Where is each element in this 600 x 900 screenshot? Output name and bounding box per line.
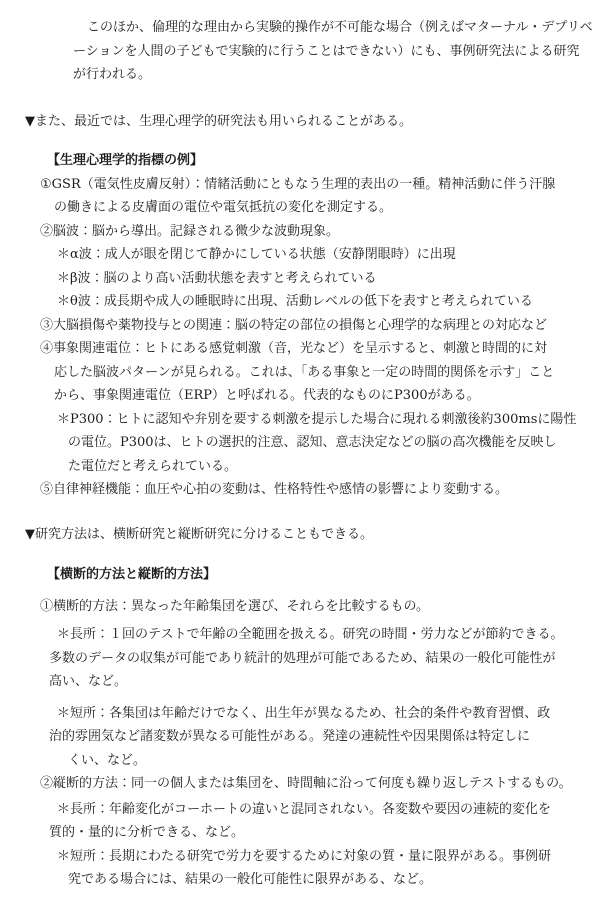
sub-beta-wave-line-1: ＊β波：脳のより高い活動状態を表すと考えられている bbox=[57, 270, 377, 286]
item-5-autonomic bbox=[0, 478, 600, 502]
sub-longitudinal-cons bbox=[0, 845, 600, 892]
item-5-autonomic-line-1: ⑤自律神経機能：血圧や心拍の変動は、性格特性や感情の影響により変動する。 bbox=[40, 482, 509, 497]
sub-cross-sectional-pros-line-1: ＊長所：１回のテストで年齢の全範囲を扱える。研究の時間・労力などが節約できる。 bbox=[57, 627, 564, 642]
intro-paragraph-line-2: ーションを人間の子どもで実験的に行うことはできない）にも、事例研究法による研究 bbox=[73, 43, 580, 59]
item-2-eeg bbox=[0, 220, 600, 244]
sub-cross-sectional-cons-line-2: 治的雰囲気など諸変数が異なる可能性がある。発達の連続性や因果関係は特定しに bbox=[49, 729, 531, 744]
heading-cross-longitudinal-line-1: 【横断的方法と縦断的方法】 bbox=[47, 567, 217, 582]
heading-physiological-indicators-line-1: 【生理心理学的指標の例】 bbox=[47, 153, 204, 168]
item-1-gsr bbox=[0, 173, 600, 220]
intro-paragraph bbox=[0, 16, 600, 87]
item-4-erp-line-2: 応した脳波パターンが見られる。これは、「ある事象と一定の時間的関係を示す」こと bbox=[54, 364, 555, 380]
item-4-erp bbox=[0, 337, 600, 408]
item-1-cross-sectional bbox=[0, 595, 600, 619]
bullet-physiological-methods-line-1: ▼また、最近では、生理心理学的研究法も用いられることがある。 bbox=[25, 113, 412, 129]
bullet-physiological-methods bbox=[0, 110, 600, 134]
sub-longitudinal-cons-line-2: 究である場合には、結果の一般化可能性に限界がある、など。 bbox=[68, 872, 433, 887]
intro-paragraph-line-3: が行われる。 bbox=[73, 67, 152, 82]
sub-p300-line-3: た電位だと考えられている。 bbox=[68, 458, 238, 474]
bullet-cross-vs-longitudinal bbox=[0, 523, 600, 547]
item-1-cross-sectional-line-1: ①横断的方法：異なった年齢集団を選び、それらを比較するもの。 bbox=[40, 598, 429, 614]
sub-longitudinal-pros-line-1: ＊長所：年齢変化がコーホートの違いと混同されない。各変数や要因の連続的変化を bbox=[57, 801, 552, 817]
heading-physiological-indicators bbox=[0, 149, 600, 173]
sub-theta-wave bbox=[0, 290, 600, 314]
item-1-gsr-line-2: の働きによる皮膚面の電位や電気抵抗の変化を測定する。 bbox=[54, 200, 393, 215]
sub-alpha-wave bbox=[0, 243, 600, 267]
sub-cross-sectional-cons bbox=[0, 702, 600, 773]
intro-paragraph-line-1: このほか、倫理的な理由から実験的操作が不可能な場合（例えばマターナル・デプリベ bbox=[87, 20, 593, 35]
item-1-gsr-line-1: ①GSR（電気性皮膚反射）：情緒活動にともなう生理的表出の一種。精神活動に伴う汗腺 bbox=[40, 176, 556, 192]
sub-longitudinal-pros-line-2: 質的・量的に分析できる、など。 bbox=[49, 825, 245, 840]
sub-p300-line-2: の電位。P300は、ヒトの選択的注意、認知、意志決定などの脳の高次機能を反映し bbox=[68, 435, 557, 450]
item-2-eeg-line-1: ②脳波：脳から導出。記録される微少な波動現象。 bbox=[40, 223, 340, 239]
sub-cross-sectional-cons-line-1: ＊短所：各集団は年齢だけでなく、出生年が異なるため、社会的条件や教育習慣、政 bbox=[57, 705, 551, 721]
item-3-brain-damage bbox=[0, 314, 600, 338]
sub-longitudinal-pros bbox=[0, 798, 600, 845]
sub-cross-sectional-pros-line-3: 高い、など。 bbox=[49, 674, 128, 689]
sub-p300 bbox=[0, 408, 600, 479]
bullet-cross-vs-longitudinal-line-1: ▼研究方法は、横断研究と縦断研究に分けることもできる。 bbox=[25, 526, 373, 542]
item-2-longitudinal bbox=[0, 772, 600, 796]
heading-cross-longitudinal bbox=[0, 563, 600, 587]
sub-theta-wave-line-1: ＊θ波：成長期や成人の睡眠時に出現、活動レベルの低下を表すと考えられている bbox=[57, 294, 533, 309]
sub-beta-wave bbox=[0, 267, 600, 291]
sub-alpha-wave-line-1: ＊α波：成人が眼を閉じて静かにしている状態（安静閉眼時）に出現 bbox=[57, 247, 456, 262]
sub-p300-line-1: ＊P300：ヒトに認知や弁別を要する刺激を提示した場合に現れる刺激後約300msに陽性 bbox=[57, 411, 577, 427]
item-4-erp-line-3: から、事象関連電位（ERP）と呼ばれる。代表的なものにP300がある。 bbox=[54, 388, 480, 403]
sub-cross-sectional-pros-line-2: 多数のデータの収集が可能であり統計的処理が可能であるため、結果の一般化可能性が bbox=[49, 650, 556, 666]
item-3-brain-damage-line-1: ③大脳損傷や薬物投与との関連：脳の特定の部位の損傷と心理学的な病理との対応など bbox=[40, 317, 548, 333]
sub-cross-sectional-cons-line-3: くい、など。 bbox=[68, 752, 147, 768]
sub-longitudinal-cons-line-1: ＊短所：長期にわたる研究で労力を要するために対象の質・量に限界がある。事例研 bbox=[57, 848, 552, 864]
item-4-erp-line-1: ④事象関連電位：ヒトにある感覚刺激（音，光など）を呈示すると、刺激と時間的に対 bbox=[40, 341, 548, 356]
item-2-longitudinal-line-1: ②縦断的方法：同一の個人または集団を、時間軸に沿って何度も繰り返しテストするもの。 bbox=[40, 776, 572, 791]
sub-cross-sectional-pros bbox=[0, 623, 600, 694]
